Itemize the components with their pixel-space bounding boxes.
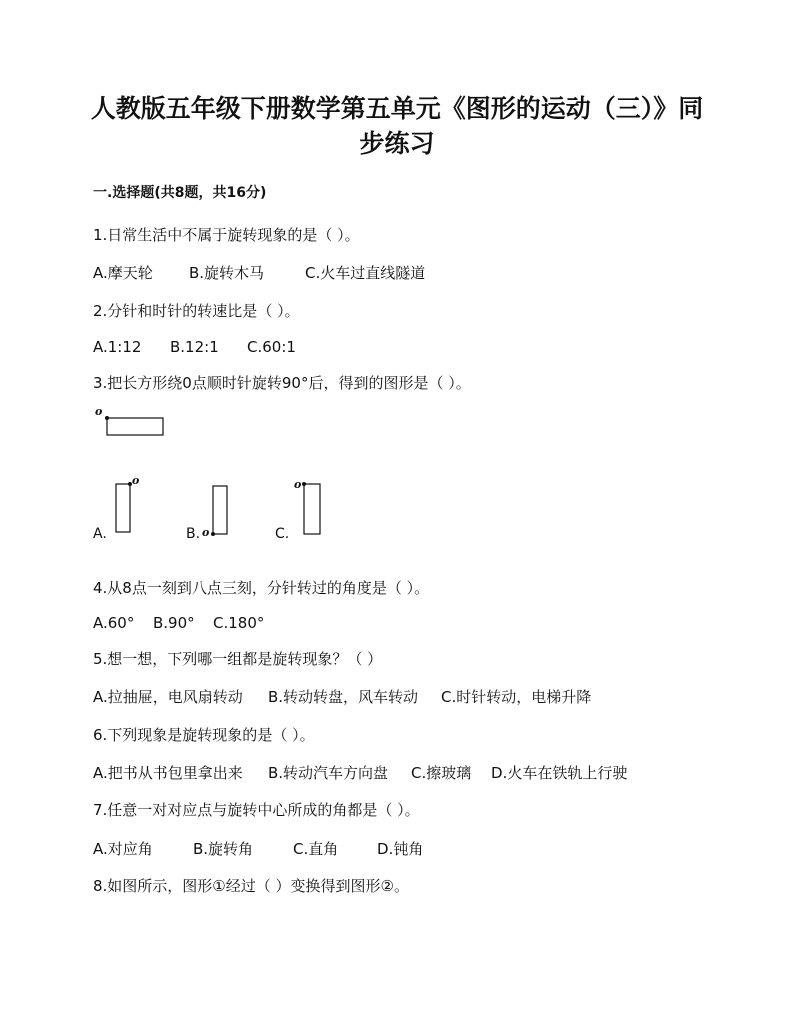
question-2-options bbox=[93, 338, 296, 356]
q4-option-c: C.180° bbox=[213, 614, 265, 632]
q3-option-b-rectangle bbox=[208, 482, 234, 538]
q1-option-c: C.火车过直线隧道 bbox=[305, 264, 426, 282]
q7-option-b: B.旋转角 bbox=[193, 840, 254, 858]
page-title-line2: 步练习 bbox=[359, 129, 435, 158]
q4-option-b: B.90° bbox=[153, 614, 195, 632]
question-8-stem: 8.如图所示，图形①经过（ ）变换得到图形②。 bbox=[93, 877, 409, 895]
q7-option-a: A.对应角 bbox=[93, 840, 153, 858]
q6-option-c: C.擦玻璃 bbox=[411, 764, 472, 782]
q5-option-a: A.拉抽屉，电风扇转动 bbox=[93, 688, 243, 706]
question-4-options bbox=[93, 614, 264, 632]
q1-option-a: A.摩天轮 bbox=[93, 264, 153, 282]
question-1-stem: 1.日常生活中不属于旋转现象的是（ ）。 bbox=[93, 226, 360, 244]
q4-option-a: A.60° bbox=[93, 614, 135, 632]
q3-option-c: C. bbox=[275, 526, 290, 542]
page-title-line1: 人教版五年级下册数学第五单元《图形的运动（三）》同 bbox=[90, 94, 704, 123]
question-2-stem: 2.分针和时针的转速比是（ ）。 bbox=[93, 302, 300, 320]
question-3-stem: 3.把长方形绕0点顺时针旋转90°后，得到的图形是（ ）。 bbox=[93, 374, 471, 392]
question-6-stem: 6.下列现象是旋转现象的是（ ）。 bbox=[93, 726, 315, 744]
q5-option-c: C.时针转动，电梯升降 bbox=[441, 688, 592, 706]
q3-option-b: B. bbox=[186, 526, 201, 542]
q6-option-a: A.把书从书包里拿出来 bbox=[93, 764, 243, 782]
q5-option-b: B.转动转盘，风车转动 bbox=[268, 688, 419, 706]
q3-option-a-rectangle bbox=[112, 480, 140, 536]
q2-option-a: A.1:12 bbox=[93, 338, 142, 356]
question-7-options bbox=[93, 838, 423, 859]
question-1-options bbox=[93, 262, 425, 283]
question-5-options bbox=[93, 686, 591, 707]
q3-option-b-point-label: o bbox=[202, 526, 210, 539]
q3-option-c-point-label: o bbox=[294, 478, 302, 491]
q6-option-b: B.转动汽车方向盘 bbox=[268, 764, 389, 782]
q3-option-a: A. bbox=[93, 526, 107, 542]
q3-original-rectangle bbox=[100, 412, 170, 440]
q3-option-a-point-label: o bbox=[132, 474, 140, 487]
q2-option-c: C.60:1 bbox=[247, 338, 296, 356]
section-heading: 一.选择题(共8题，共16分) bbox=[93, 185, 267, 201]
q6-option-d: D.火车在铁轨上行驶 bbox=[491, 764, 628, 782]
q7-option-d: D.钝角 bbox=[377, 840, 424, 858]
question-7-stem: 7.任意一对对应点与旋转中心所成的角都是（ ）。 bbox=[93, 801, 420, 819]
q2-option-b: B.12:1 bbox=[170, 338, 219, 356]
q7-option-c: C.直角 bbox=[293, 840, 339, 858]
question-6-options bbox=[93, 762, 627, 783]
question-5-stem: 5.想一想，下列哪一组都是旋转现象？（ ） bbox=[93, 650, 383, 668]
q3-option-c-rectangle bbox=[300, 480, 326, 538]
q1-option-b: B.旋转木马 bbox=[189, 264, 265, 282]
q3-original-point-label: o bbox=[95, 405, 103, 418]
question-4-stem: 4.从8点一刻到八点三刻，分针转过的角度是（ ）。 bbox=[93, 579, 430, 597]
